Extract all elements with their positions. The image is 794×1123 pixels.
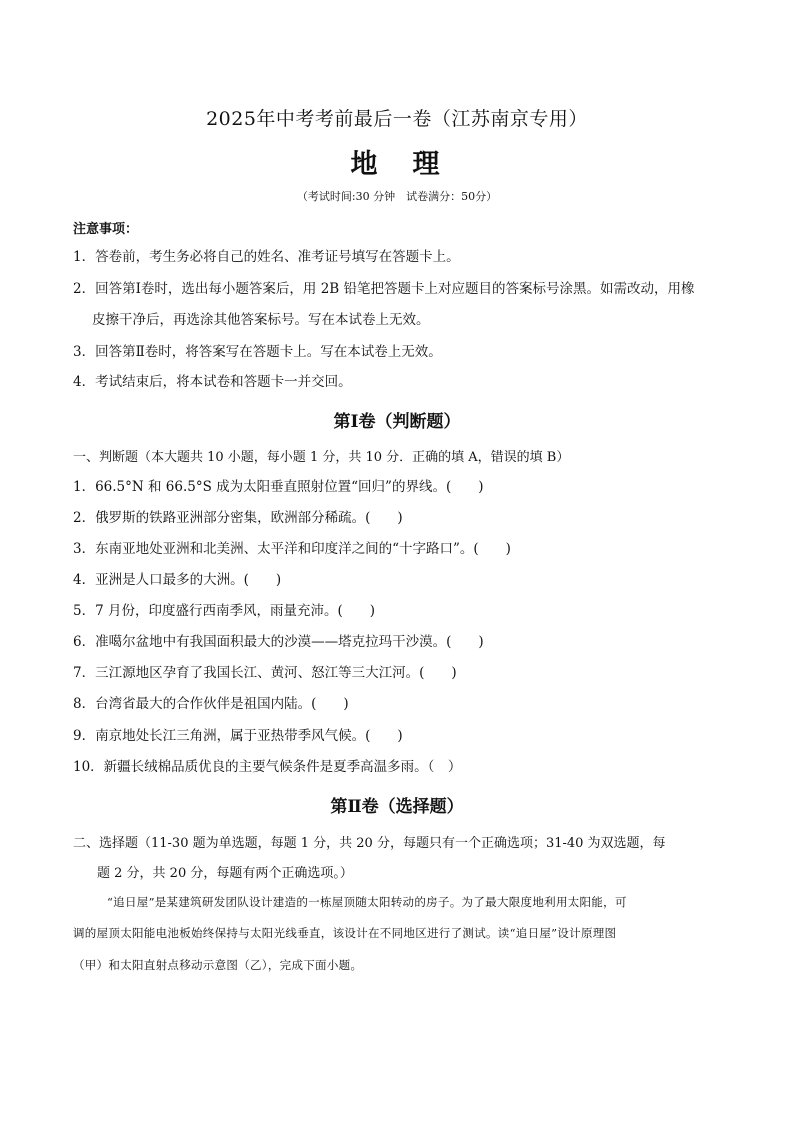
- judgment-question: 7．三江源地区孕育了我国长江、黄河、怒江等三大江河。( ): [73, 665, 457, 681]
- part1-intro: 一、判断题（本大题共 10 小题，每小题 1 分，共 10 分．正确的填 A，错误的填 B）: [73, 450, 570, 465]
- judgment-question: 9．南京地处长江三角洲，属于亚热带季风气候。( ): [73, 728, 403, 744]
- judgment-question: 6．准噶尔盆地中有我国面积最大的沙漠——塔克拉玛干沙漠。( ): [73, 634, 484, 650]
- part2-intro-continued: 题 2 分，共 20 分，每题有两个正确选项。）: [97, 866, 353, 881]
- passage-line: “追日屋”是某建筑研发团队设计建造的一栋屋顶随太阳转动的房子。为了最大限度地利用太阳能，可: [107, 895, 627, 909]
- notice-item: 1．答卷前，考生务必将自己的姓名、准考证号填写在答题卡上。: [73, 249, 460, 265]
- part2-title: 第Ⅱ卷（选择题）: [330, 797, 464, 817]
- passage-line: （甲）和太阳直射点移动示意图（乙），完成下面小题。: [73, 958, 363, 972]
- notice-item: 2．回答第Ⅰ卷时，选出每小题答案后，用 2B 铅笔把答题卡上对应题目的答案标号涂黑。如需改动，用橡: [73, 281, 695, 297]
- notice-item-continued: 皮擦干净后，再选涂其他答案标号。写在本试卷上无效。: [92, 312, 430, 328]
- judgment-question: 10．新疆长绒棉品质优良的主要气候条件是夏季高温多雨。（ ）: [73, 759, 462, 775]
- judgment-question: 2．俄罗斯的铁路亚洲部分密集，欧洲部分稀疏。( ): [73, 510, 403, 526]
- judgment-question: 1．66.5°N 和 66.5°S 成为太阳垂直照射位置“回归”的界线。( ): [73, 479, 484, 495]
- subject-title: 地 理: [350, 149, 444, 180]
- part2-intro: 二、选择题（11-30 题为单选题，每题 1 分，共 20 分，每题只有一个正确选项；31-40 为双选题，每: [73, 836, 666, 851]
- judgment-question: 5．7 月份，印度盛行西南季风，雨量充沛。( ): [73, 603, 376, 619]
- notice-item: 3．回答第Ⅱ卷时，将答案写在答题卡上。写在本试卷上无效。: [73, 344, 442, 360]
- exam-title: 2025年中考考前最后一卷（江苏南京专用）: [206, 108, 588, 130]
- passage-line: 调的屋顶太阳能电池板始终保持与太阳光线垂直，该设计在不同地区进行了测试。读“追日屋”设计原理图: [73, 926, 617, 940]
- notice-heading: 注意事项：: [73, 222, 139, 237]
- judgment-question: 8．台湾省最大的合作伙伴是祖国内陆。( ): [73, 696, 349, 712]
- judgment-question: 3．东南亚地处亚洲和北美洲、太平洋和印度洋之间的“十字路口”。( ): [73, 541, 511, 557]
- judgment-question: 4．亚洲是人口最多的大洲。( ): [73, 572, 282, 588]
- notice-item: 4．考试结束后，将本试卷和答题卡一并交回。: [73, 374, 352, 390]
- exam-meta: （考试时间:30 分钟 试卷满分：50分）: [296, 190, 498, 203]
- part1-title: 第Ⅰ卷（判断题）: [333, 412, 461, 432]
